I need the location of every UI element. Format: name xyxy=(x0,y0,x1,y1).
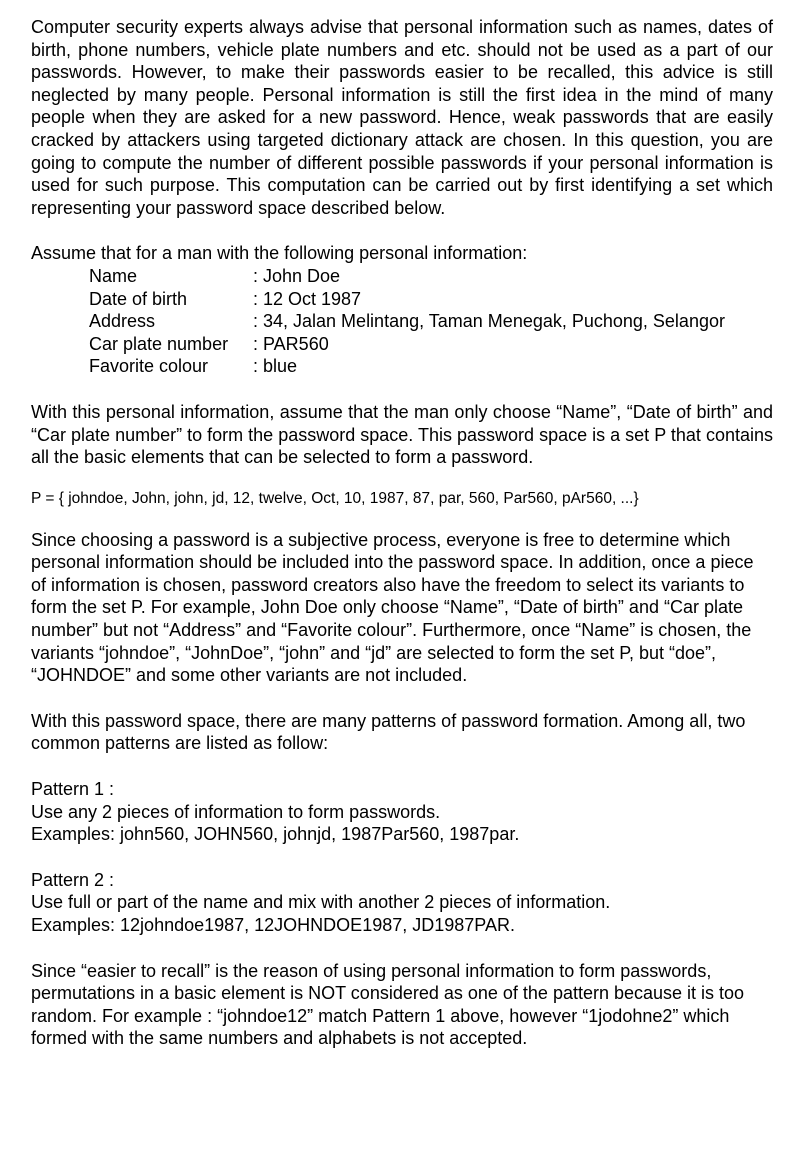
spacer xyxy=(31,937,773,960)
info-value: : blue xyxy=(253,356,298,377)
info-row-dob xyxy=(89,288,725,311)
pattern-2-block xyxy=(31,869,773,937)
pattern-1-examples: Examples: john560, JOHN560, johnjd, 1987Par560, 1987par. xyxy=(31,824,520,845)
assume-heading: Assume that for a man with the following personal information: xyxy=(31,243,528,264)
info-label: Name xyxy=(89,265,138,286)
pattern-2-title: Pattern 2 : xyxy=(31,869,115,890)
spacer xyxy=(31,469,773,489)
personal-info-table xyxy=(89,265,725,378)
subjective-paragraph: Since choosing a password is a subjective process, everyone is free to determine which personal information should be included into the password space. In addition, once a piece of information is chosen, password creators also have the freedom to select its variants to form the set P. For example, John Doe only choose “Name”, “Date of birth” and “Car plate number” but not “Address” and “Favorite colour”. Furthermore, once “Name” is chosen, the variants “johndoe”, “JohnDoe”, “john” and “jd” are selected to form the set P, but “doe”, “JOHNDOE” and some other variants are not included. xyxy=(31,529,754,686)
pattern-1-title: Pattern 1 : xyxy=(31,779,115,800)
spacer xyxy=(31,846,773,869)
info-label: Address xyxy=(89,311,156,332)
info-value: : 12 Oct 1987 xyxy=(253,288,362,309)
spacer xyxy=(31,509,773,529)
patterns-intro-paragraph: With this password space, there are many patterns of password formation. Among all, two common patterns are listed as follow: xyxy=(31,710,746,754)
info-row-address xyxy=(89,310,725,333)
spacer xyxy=(31,755,773,778)
set-p-definition: P = { johndoe, John, john, jd, 12, twelve, Oct, 10, 1987, 87, par, 560, Par560, pAr560, ...} xyxy=(31,489,639,507)
info-value: : 34, Jalan Melintang, Taman Menegak, Puchong, Selangor xyxy=(253,311,725,332)
info-row-car-plate xyxy=(89,333,725,356)
pattern-1-description: Use any 2 pieces of information to form passwords. xyxy=(31,801,441,822)
document-page xyxy=(31,16,773,1050)
info-label: Date of birth xyxy=(89,288,188,309)
intro-paragraph: Computer security experts always advise that personal information such as names, dates of birth, phone numbers, vehicle plate numbers and etc. should not be used as a part of our passwords. However, to make their passwords easier to be recalled, this advice is still neglected by many people. Personal information is still the first idea in the mind of many people when they are asked for a new password. Hence, weak passwords that are easily cracked by attackers using targeted dictionary attack are chosen. In this question, you are going to compute the number of different possible passwords if your personal information is used for such purpose. This computation can be carried out by first identifying a set which representing your password space described below. xyxy=(31,17,773,218)
info-label: Favorite colour xyxy=(89,356,209,377)
spacer xyxy=(31,687,773,710)
password-space-paragraph: With this personal information, assume that the man only choose “Name”, “Date of birth” and “Car plate number” to form the password space. This password space is a set P that contains all the basic elements that can be selected to form a password. xyxy=(31,401,773,468)
spacer xyxy=(31,219,773,242)
info-row-name xyxy=(89,265,725,288)
spacer xyxy=(31,378,773,401)
info-label: Car plate number xyxy=(89,333,229,354)
info-row-colour xyxy=(89,355,725,378)
closing-paragraph: Since “easier to recall” is the reason of using personal information to form passwords, permutations in a basic element is NOT considered as one of the pattern because it is too random. For example : “johndoe12” match Pattern 1 above, however “1jodohne2” which formed with the same numbers and alphabets is not accepted. xyxy=(31,960,745,1049)
pattern-1-block xyxy=(31,778,773,846)
pattern-2-description: Use full or part of the name and mix with another 2 pieces of information. xyxy=(31,892,611,913)
info-value: : PAR560 xyxy=(253,333,329,354)
pattern-2-examples: Examples: 12johndoe1987, 12JOHNDOE1987, JD1987PAR. xyxy=(31,915,515,935)
info-value: : John Doe xyxy=(253,265,341,286)
